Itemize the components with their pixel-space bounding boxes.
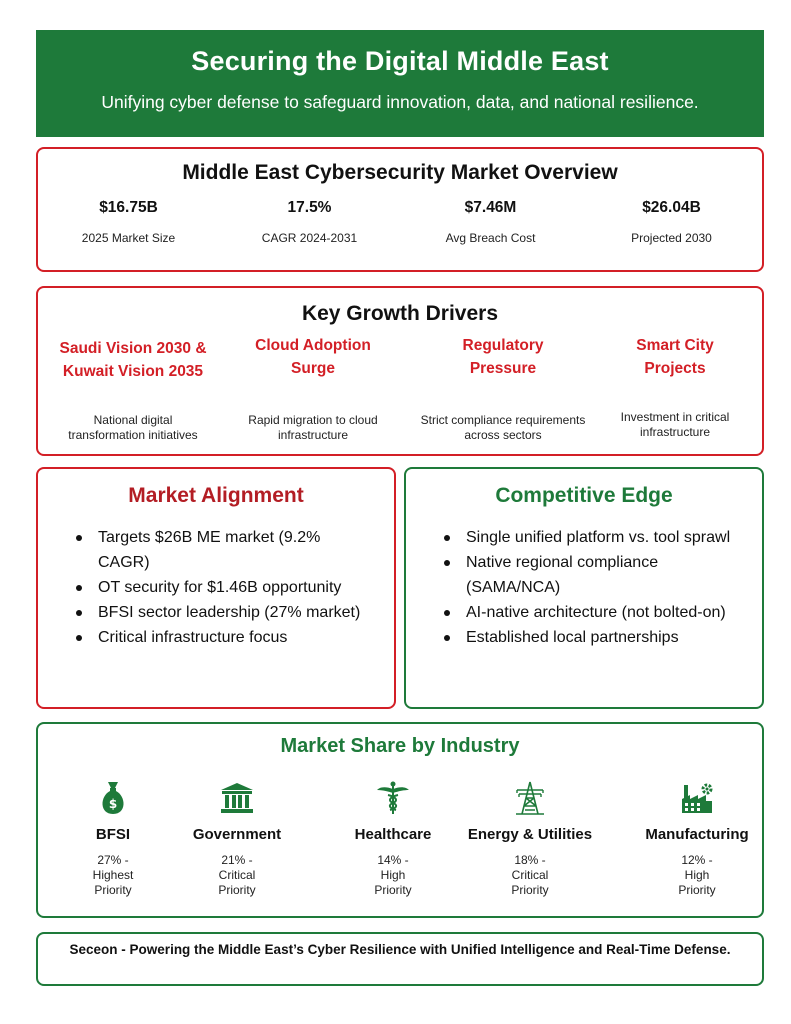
list-item: AI-native architecture (not bolted-on) [444, 600, 738, 625]
driver-title: Cloud Adoption Surge [255, 337, 371, 377]
drivers-title: Key Growth Drivers [301, 302, 499, 325]
power-tower-icon [465, 780, 595, 816]
alignment-list [38, 525, 394, 650]
driver-desc: Rapid migration to cloud infrastructure [248, 413, 378, 442]
caduceus-icon [328, 780, 458, 816]
list-item: BFSI sector leadership (27% market) [76, 600, 370, 625]
industry-share: 12% - High Priority [678, 853, 716, 897]
industry-name: Manufacturing [645, 826, 749, 843]
driver-title: Smart City Projects [636, 337, 714, 377]
market-overview-card [36, 147, 764, 272]
footer-text: Seceon - Powering the Middle East’s Cyber Resilience with Unified Intelligence and Real-Time Defense. [69, 942, 731, 957]
market-alignment-card [36, 467, 396, 709]
bullet-dot-icon [444, 535, 450, 541]
stat-breach-cost [400, 199, 581, 245]
stat-label: 2025 Market Size [81, 231, 176, 245]
stat-label: Avg Breach Cost [445, 231, 536, 245]
industry-share: 21% - Critical Priority [218, 853, 256, 897]
stat-label: Projected 2030 [631, 231, 712, 245]
driver-title: Saudi Vision 2030 & Kuwait Vision 2035 [59, 340, 207, 380]
industry-name: Healthcare [354, 826, 432, 843]
driver-cloud [243, 334, 383, 444]
bullet-dot-icon [76, 585, 82, 591]
stat-value: $7.46M [464, 199, 517, 216]
list-item: Targets $26B ME market (9.2% CAGR) [76, 525, 370, 575]
edge-title: Competitive Edge [495, 484, 673, 507]
stat-value: 17.5% [287, 199, 332, 216]
stat-cagr [219, 199, 400, 245]
page-subtitle: Unifying cyber defense to safeguard innovation, data, and national resilience. [101, 92, 699, 112]
driver-desc: National digital transformation initiatives [68, 413, 198, 442]
stat-market-size [38, 199, 219, 245]
stat-value: $16.75B [99, 199, 158, 216]
driver-vision [58, 337, 208, 447]
stat-projected [581, 199, 762, 245]
driver-smart-city [610, 334, 740, 444]
driver-regulatory [418, 334, 588, 444]
money-bag-icon [48, 780, 178, 816]
bullet-dot-icon [76, 610, 82, 616]
growth-drivers-card [36, 286, 764, 456]
list-item: Single unified platform vs. tool sprawl [444, 525, 738, 550]
list-item: Native regional compliance (SAMA/NCA) [444, 550, 738, 600]
list-item: Established local partnerships [444, 625, 738, 650]
overview-title: Middle East Cybersecurity Market Overview [182, 161, 618, 184]
svg-text:$: $ [108, 797, 118, 811]
industry-share: 18% - Critical Priority [511, 853, 549, 897]
edge-list [406, 525, 762, 650]
government-building-icon [172, 780, 302, 816]
industry-title: Market Share by Industry [280, 735, 520, 757]
list-item: Critical infrastructure focus [76, 625, 370, 650]
industry-bfsi [48, 780, 178, 898]
bullet-dot-icon [444, 635, 450, 641]
list-item: OT security for $1.46B opportunity [76, 575, 370, 600]
bullet-dot-icon [444, 610, 450, 616]
industry-share: 27% - Highest Priority [92, 853, 134, 897]
bullet-dot-icon [76, 635, 82, 641]
stat-value: $26.04B [642, 199, 701, 216]
driver-title: Regulatory Pressure [462, 337, 544, 377]
factory-icon [632, 780, 762, 816]
industry-name: Energy & Utilities [467, 826, 593, 843]
industry-share-card [36, 722, 764, 918]
industry-name: Government [192, 826, 282, 843]
driver-desc: Investment in critical infrastructure [620, 410, 730, 439]
alignment-title: Market Alignment [128, 484, 304, 507]
industry-government [172, 780, 302, 898]
driver-desc: Strict compliance requirements across sectors [420, 413, 586, 442]
overview-stats [38, 199, 762, 245]
industry-name: BFSI [95, 826, 131, 843]
industry-manufacturing [632, 780, 762, 898]
footer-banner [36, 932, 764, 986]
bullet-dot-icon [444, 560, 450, 566]
industry-share: 14% - High Priority [374, 853, 412, 897]
competitive-edge-card [404, 467, 764, 709]
industry-healthcare [328, 780, 458, 898]
page-title: Securing the Digital Middle East [191, 46, 609, 76]
stat-label: CAGR 2024-2031 [261, 231, 358, 245]
industry-energy [465, 780, 595, 898]
header-banner [36, 30, 764, 137]
bullet-dot-icon [76, 535, 82, 541]
